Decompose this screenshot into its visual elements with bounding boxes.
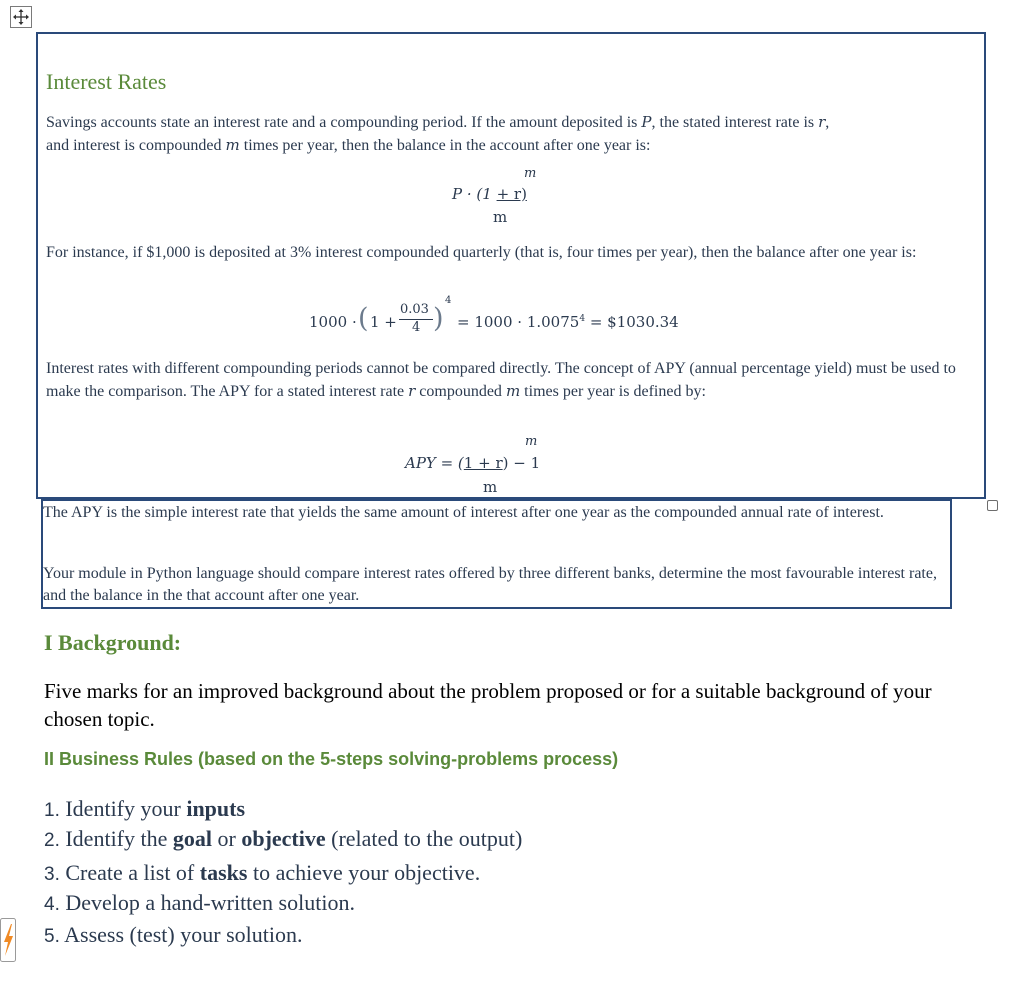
background-text: Five marks for an improved background about the problem proposed or for a suitable background of your chosen topic. — [44, 679, 932, 731]
business-rules-heading: II Business Rules (based on the 5-steps solving-problems process) — [44, 749, 619, 769]
formula3-exponent: m — [525, 434, 538, 449]
formula2-numerator: 0.03 — [400, 302, 429, 317]
table-move-handle[interactable] — [10, 6, 32, 28]
formula2-denominator: 4 — [412, 320, 421, 335]
move-arrows-icon — [11, 7, 31, 27]
text-box-interest-rates[interactable] — [36, 32, 986, 499]
formula2-one-plus: 1 + — [370, 313, 397, 331]
formula2-right-paren: ) — [433, 303, 444, 334]
list-item-4: 4. Develop a hand-written solution. — [44, 890, 355, 915]
background-heading: I Background: — [44, 630, 182, 655]
list-item-5: 5. Assess (test) your solution. — [44, 922, 303, 947]
formula2-rhs: = $1000 \cdot 1.0075^4$ = $1030.34 — [457, 313, 679, 331]
paragraph-module-task: Your module in Python language should compare interest rates offered by three different banks, determine the most favourable interest rate, and the balance in the that account after one year. — [43, 565, 937, 604]
formula2-exponent: 4 — [445, 295, 452, 306]
list-item-2: 2. Identify the goal or objective (related to the output) — [44, 826, 523, 851]
formula1-exponent: m — [524, 166, 537, 181]
paragraph-apy: Interest rates with different compounding periods cannot be compared directly. The concept of APY (annual percentage yield) must be used to make the comparison. The APY for a stated interest rate r compounded m times per year is defined by: — [46, 360, 956, 400]
section-title: Interest Rates — [46, 69, 167, 94]
formula3-denominator: m — [483, 478, 498, 496]
paragraph-apy-definition: The APY is the simple interest rate that yields the same amount of interest after one year as the compounded annual rate of interest. — [43, 504, 884, 521]
paragraph-example: For instance, if $1,000 is deposited at 3% interest compounded quarterly (that is, four times per year), then the balance after one year is: — [46, 244, 917, 261]
formula1-denominator: m — [493, 208, 508, 226]
formula2-lead: 1000 · — [309, 313, 357, 331]
formula3-main: APY = (1 + r) − 1 — [405, 454, 541, 472]
resize-handle-icon[interactable] — [987, 500, 998, 511]
formula2-left-paren: ( — [358, 303, 369, 334]
lightning-icon[interactable] — [0, 918, 16, 962]
formula1-main: P · (1 + r) — [452, 185, 527, 203]
formula2 — [308, 293, 708, 341]
list-item-3: 3. Create a list of tasks to achieve your objective. — [44, 860, 481, 885]
list-item-1: 1. Identify your inputs — [44, 796, 246, 821]
paragraph-savings: Savings accounts state an interest rate and a compounding period. If the amount deposited is P, the stated interest rate is r, and interest is compounded m times per year, then the balance in the account after one year is: — [46, 113, 830, 154]
